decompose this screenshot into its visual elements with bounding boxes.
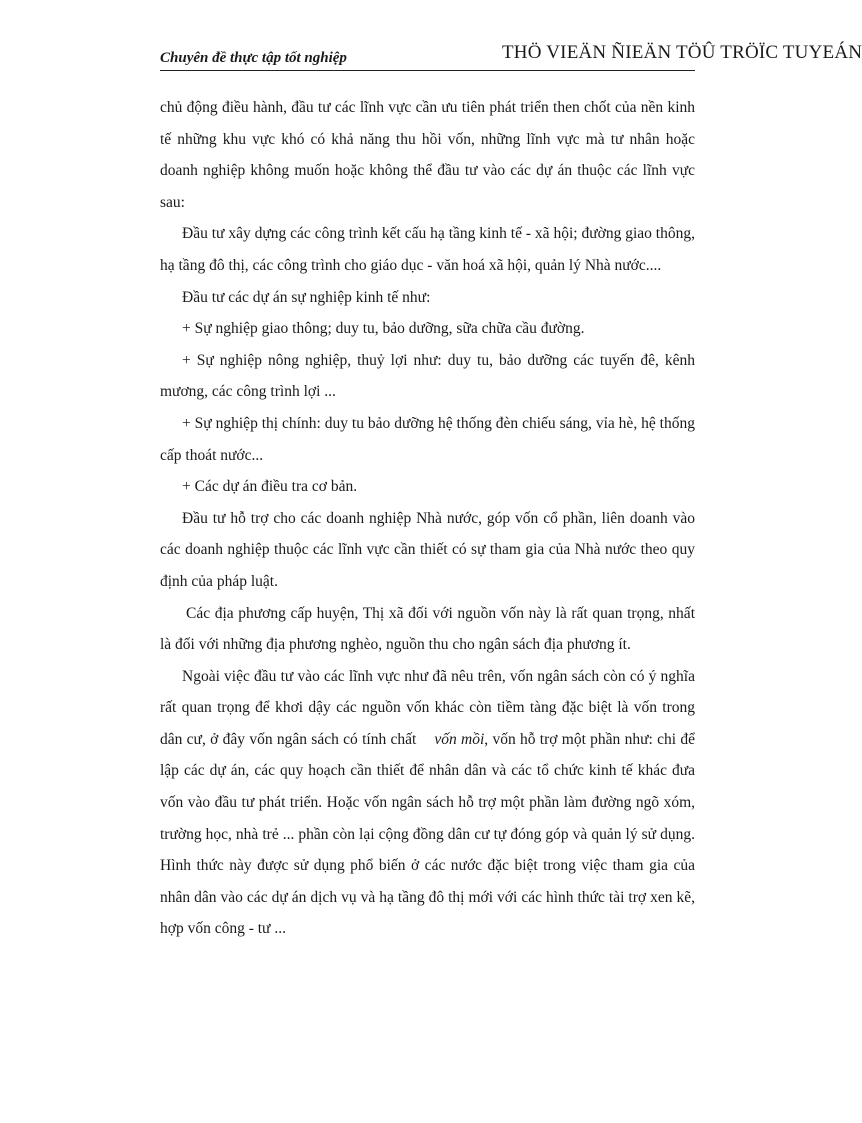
- italic-phrase: vốn mồi: [434, 730, 485, 748]
- list-item: + Sự nghiệp giao thông; duy tu, bảo dưỡng, sữa chữa cầu đường.: [182, 320, 585, 338]
- paragraph: chủ động điều hành, đầu tư các lĩnh vực cần ưu tiên phát triển then chốt của nền kinh tế những khu vực khó có khả năng thu hồi vốn, những lĩnh vực mà tư nhân hoặc doanh nghiệp không muốn hoặc không thể đầu tư vào các dự án thuộc các lĩnh vực sau:: [160, 99, 695, 211]
- document-title: Chuyên đề thực tập tốt nghiệp: [160, 50, 347, 66]
- paragraph: Đầu tư xây dựng các công trình kết cấu hạ tầng kinh tế - xã hội; đường giao thông, hạ tầng đô thị, các công trình cho giáo dục - văn hoá xã hội, quản lý Nhà nước....: [160, 225, 695, 274]
- document-body: [160, 92, 695, 945]
- page-header: [160, 34, 862, 71]
- paragraph: Đầu tư hỗ trợ cho các doanh nghiệp Nhà nước, góp vốn cổ phần, liên doanh vào các doanh nghiệp thuộc các lĩnh vực cần thiết có sự tham gia của Nhà nước theo quy định của pháp luật.: [160, 509, 695, 590]
- list-item: + Sự nghiệp nông nghiệp, thuỷ lợi như: duy tu, bảo dưỡng các tuyến đê, kênh mương, các công trình lợi ...: [160, 351, 695, 401]
- paragraph-text: Ngoài việc đầu tư vào các lĩnh vực như đã nêu trên, vốn ngân sách còn có ý nghĩa rất quan trọng để khơi dậy các nguồn vốn khác còn tiềm tàng đặc biệt là vốn trong dân cư, ở đây vốn ngân sách có tính chất: [160, 667, 695, 748]
- list-item: + Sự nghiệp thị chính: duy tu bảo dưỡng hệ thống đèn chiếu sáng, vỉa hè, hệ thống cấp thoát nước...: [160, 414, 695, 464]
- paragraph: [160, 661, 695, 945]
- library-banner: THÖ VIEÄN ÑIEÄN TÖÛ TRÖÏC TUYEÁN: [502, 42, 862, 63]
- paragraph: Đầu tư các dự án sự nghiệp kinh tế như:: [182, 288, 431, 306]
- list-item: + Các dự án điều tra cơ bản.: [182, 478, 358, 496]
- paragraph-text: , vốn hỗ trợ một phần như: chi để lập các dự án, các quy hoạch cần thiết để nhân dân và các tổ chức kinh tế khác đưa vốn vào đầu tư phát triển. Hoặc vốn ngân sách hỗ trợ một phần làm đường ngõ xóm, trường học, nhà trẻ ... phần còn lại cộng đồng dân cư tự đóng góp và quản lý sử dụng. Hình thức này được sử dụng phổ biến ở các nước đặc biệt trong việc tham gia của nhân dân vào các dự án dịch vụ và hạ tầng đô thị mới với các hình thức tài trợ xen kẽ, hợp vốn công - tư ...: [160, 730, 695, 938]
- paragraph: Các địa phương cấp huyện, Thị xã đối với nguồn vốn này là rất quan trọng, nhất là đối với những địa phương nghèo, nguồn thu cho ngân sách địa phương ít.: [160, 604, 695, 654]
